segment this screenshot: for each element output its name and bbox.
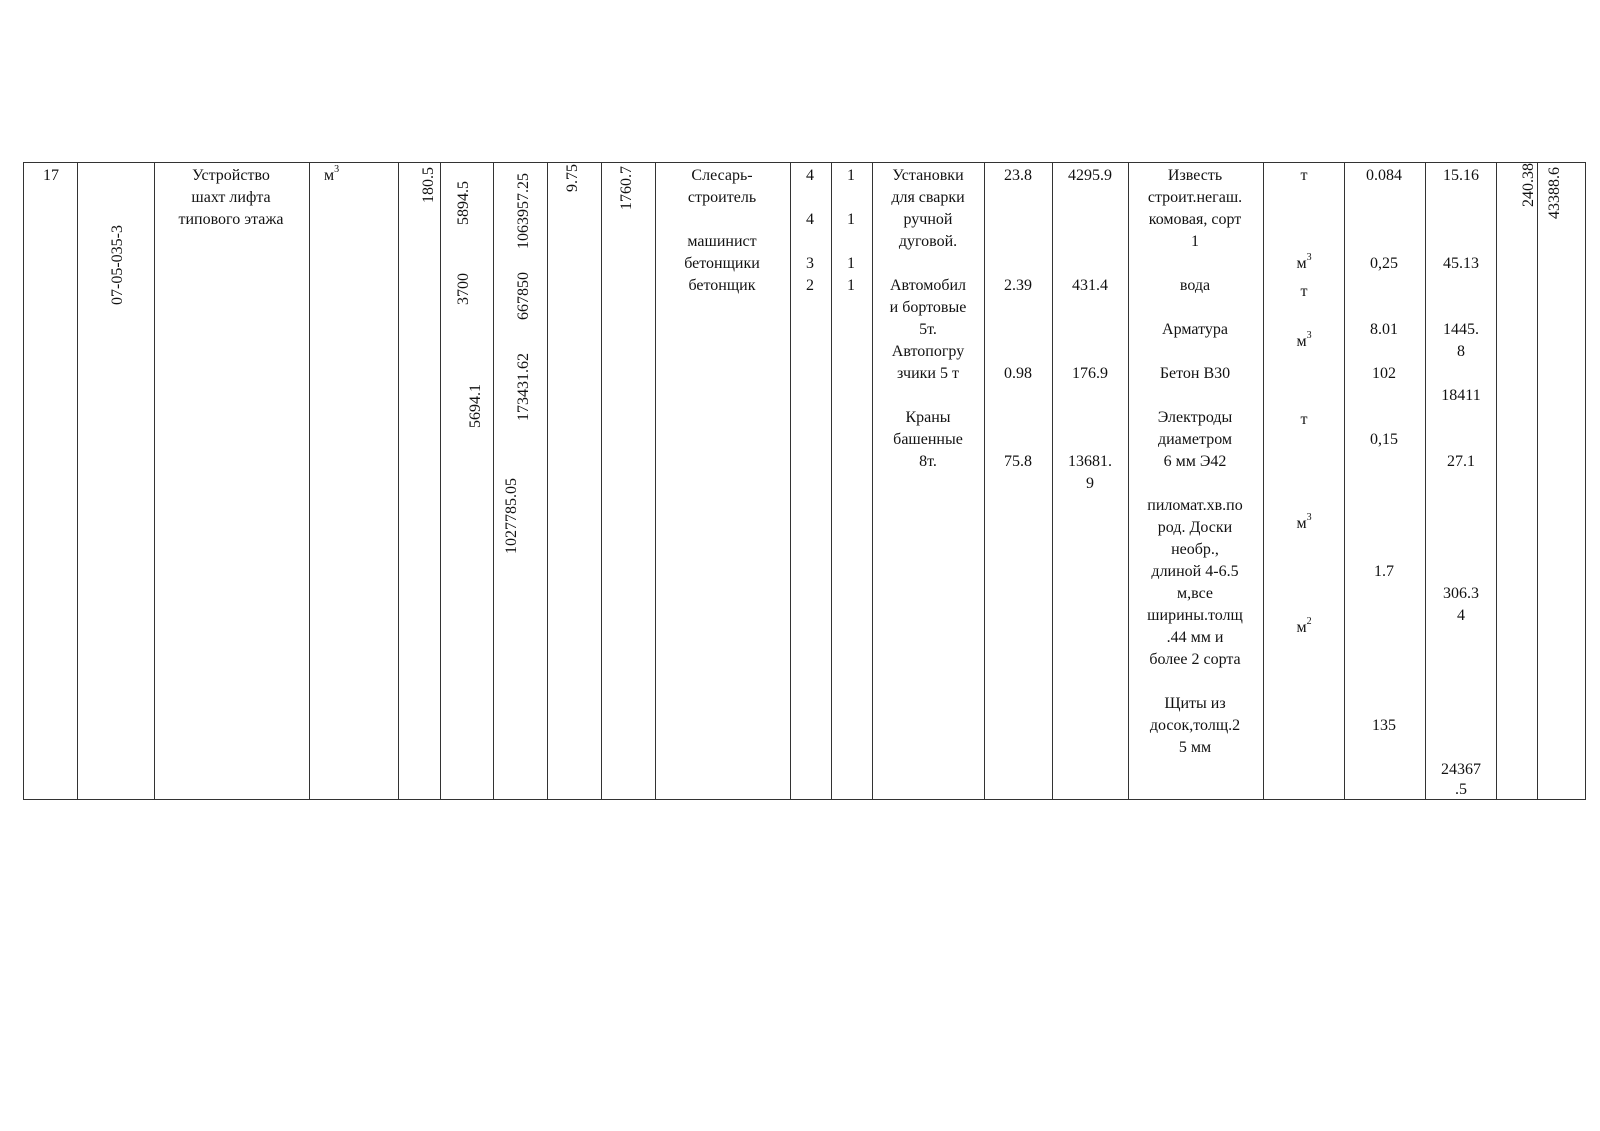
column-divider — [309, 163, 310, 799]
material-total: .5 — [1455, 781, 1467, 798]
column-divider — [1128, 163, 1129, 799]
machine-total: 13681. — [1068, 453, 1112, 470]
extra-value: 240.38 — [1520, 163, 1537, 207]
column-divider — [1263, 163, 1264, 799]
volume: 180.5 — [420, 167, 437, 203]
unit-cell — [324, 165, 339, 187]
machine-total: 176.9 — [1072, 365, 1108, 382]
column-divider — [601, 163, 602, 799]
unit-superscript: 3 — [1306, 330, 1312, 341]
material-total: 306.3 — [1443, 585, 1479, 602]
material-line: Бетон В30 — [1159, 365, 1231, 382]
worker-line: Слесарь- — [691, 167, 753, 184]
material-unit: т — [1300, 411, 1308, 428]
material-line: пиломат.хв.по — [1147, 497, 1243, 514]
machine-line: 5т. — [919, 321, 937, 338]
unit-superscript: 3 — [1306, 512, 1312, 523]
worker-grade: 2 — [806, 277, 814, 294]
material-total: 24367 — [1441, 761, 1481, 778]
material-unit-text: м — [1296, 255, 1307, 272]
work-name-line: Устройство — [192, 167, 270, 184]
worker-count: 1 — [847, 255, 855, 272]
machine-hours: 0.98 — [1004, 365, 1032, 382]
material-line: 5 мм — [1178, 739, 1212, 756]
material-unit — [1296, 617, 1311, 639]
column-divider — [77, 163, 78, 799]
column-divider — [984, 163, 985, 799]
material-unit-text: м — [1296, 333, 1307, 350]
column-divider — [655, 163, 656, 799]
material-line: длиной 4-6.5 — [1151, 563, 1239, 580]
column-divider — [1052, 163, 1053, 799]
material-line: 1 — [1191, 233, 1199, 250]
material-unit — [1296, 331, 1311, 353]
column-divider — [872, 163, 873, 799]
labor-total: 1760.7 — [618, 166, 635, 210]
worker-grade: 4 — [806, 211, 814, 228]
work-name-line: типового этажа — [178, 211, 284, 228]
column-divider — [154, 163, 155, 799]
material-line: 6 мм Э42 — [1163, 453, 1227, 470]
worker-count: 1 — [847, 167, 855, 184]
material-line: ширины.толщ — [1147, 607, 1243, 624]
work-name-line: шахт лифта — [191, 189, 271, 206]
unit-superscript: 3 — [1306, 252, 1312, 263]
worker-line: бетонщики — [684, 255, 760, 272]
machine-line: Автомобил — [890, 277, 966, 294]
unit-superscript: 2 — [1306, 616, 1312, 627]
column-divider — [547, 163, 548, 799]
material-norm: 0.084 — [1366, 167, 1402, 184]
worker-count: 1 — [847, 277, 855, 294]
material-line: Известь — [1167, 167, 1223, 184]
material-line: досок,толщ.2 — [1149, 717, 1241, 734]
column-divider — [1425, 163, 1426, 799]
material-line: вода — [1179, 277, 1211, 294]
machine-hours: 23.8 — [1004, 167, 1032, 184]
material-total: 27.1 — [1447, 453, 1475, 470]
machine-total: 9 — [1086, 475, 1094, 492]
material-unit: т — [1300, 283, 1308, 300]
material-unit — [1296, 513, 1311, 535]
worker-line: бетонщик — [688, 277, 756, 294]
machine-line: 8т. — [919, 453, 937, 470]
material-line: род. Доски — [1157, 519, 1233, 536]
material-total: 1445. — [1443, 321, 1479, 338]
column-divider — [831, 163, 832, 799]
worker-count: 1 — [847, 211, 855, 228]
machine-line: и бортовые — [889, 299, 967, 316]
column-divider — [493, 163, 494, 799]
machine-line: башенные — [893, 431, 963, 448]
unit-superscript: 3 — [334, 164, 340, 175]
column-divider — [1344, 163, 1345, 799]
material-line: строит.негаш. — [1147, 189, 1243, 206]
machine-hours: 75.8 — [1004, 453, 1032, 470]
material-line: Щиты из — [1164, 695, 1226, 712]
row-number: 17 — [43, 167, 59, 184]
machine-line: дуговой. — [898, 233, 958, 250]
material-total: 8 — [1457, 343, 1465, 360]
material-line: .44 мм и — [1166, 629, 1224, 646]
worker-grade: 4 — [806, 167, 814, 184]
material-line: Арматура — [1162, 321, 1228, 338]
machine-total: 431.4 — [1072, 277, 1108, 294]
material-unit-text: м — [1296, 515, 1307, 532]
material-unit-text: м — [1296, 619, 1307, 636]
cost-value: 1027785.05 — [503, 478, 520, 554]
material-norm: 135 — [1372, 717, 1396, 734]
rate-value: 5894.5 — [455, 181, 472, 225]
estimate-table — [23, 162, 1586, 800]
machine-line: Краны — [905, 409, 951, 426]
material-line: м,все — [1177, 585, 1213, 602]
machine-line: ручной — [903, 211, 953, 228]
material-line: необр., — [1171, 541, 1219, 558]
rate-value: 3700 — [455, 273, 472, 305]
machine-line: Автопогру — [891, 343, 965, 360]
column-divider — [790, 163, 791, 799]
machine-total: 4295.9 — [1068, 167, 1112, 184]
column-divider — [1496, 163, 1497, 799]
worker-line: строитель — [687, 189, 757, 206]
material-total: 45.13 — [1443, 255, 1479, 272]
unit: м — [324, 167, 335, 184]
machine-line: для сварки — [891, 189, 965, 206]
material-norm: 102 — [1372, 365, 1396, 382]
material-line: диаметром — [1157, 431, 1233, 448]
machine-line: Установки — [892, 167, 964, 184]
material-line: более 2 сорта — [1149, 651, 1241, 668]
worker-grade: 3 — [806, 255, 814, 272]
column-divider — [398, 163, 399, 799]
cost-value: 173431.62 — [515, 353, 532, 421]
material-total: 18411 — [1441, 387, 1481, 404]
material-line: комовая, сорт — [1148, 211, 1242, 228]
column-divider — [440, 163, 441, 799]
material-norm: 0,15 — [1370, 431, 1398, 448]
worker-line: машинист — [687, 233, 757, 250]
cost-value: 667850 — [515, 272, 532, 320]
labor-norm: 9.75 — [564, 164, 581, 192]
material-norm: 1.7 — [1374, 563, 1394, 580]
machine-line: зчики 5 т — [897, 365, 959, 382]
material-norm: 0,25 — [1370, 255, 1398, 272]
machine-hours: 2.39 — [1004, 277, 1032, 294]
material-unit — [1296, 253, 1311, 275]
rate-value: 5694.1 — [467, 384, 484, 428]
material-total: 15.16 — [1443, 167, 1479, 184]
column-divider — [1537, 163, 1538, 799]
extra-total: 43388.6 — [1546, 167, 1563, 219]
material-line: Электроды — [1157, 409, 1233, 426]
material-norm: 8.01 — [1370, 321, 1398, 338]
material-unit: т — [1300, 167, 1308, 184]
material-total: 4 — [1457, 607, 1465, 624]
cost-value: 1063957.25 — [515, 173, 532, 249]
estimate-code: 07-05-035-3 — [109, 225, 126, 305]
